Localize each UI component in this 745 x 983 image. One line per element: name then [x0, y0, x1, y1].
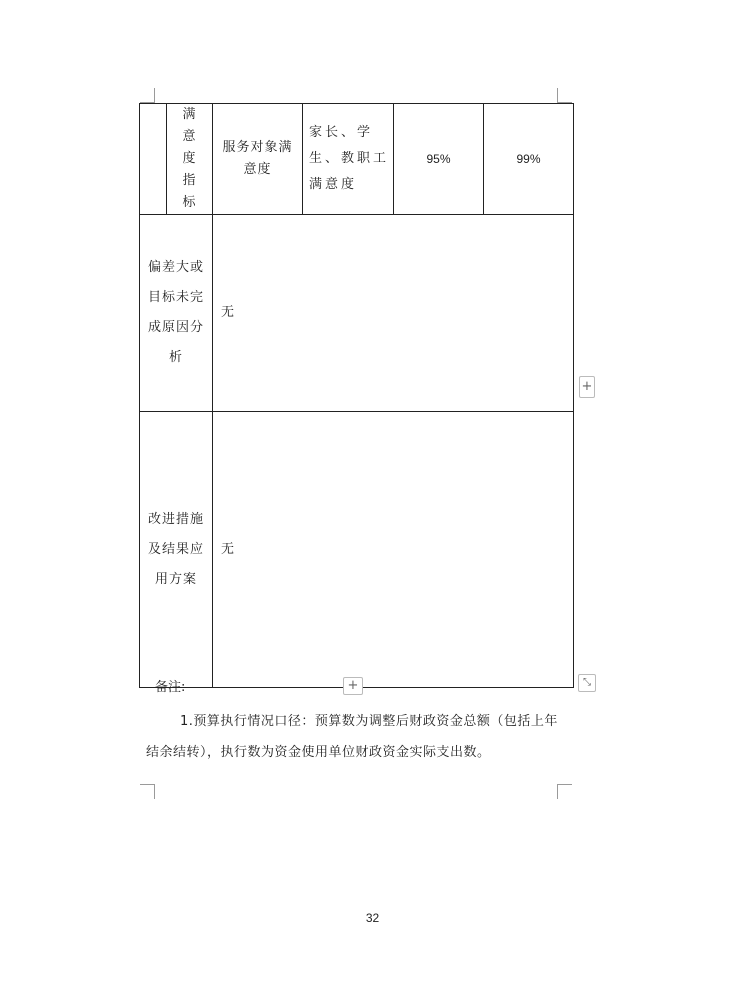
margin-corner-top-left	[140, 88, 155, 103]
deviation-label: 偏差大或目标未完成原因分析	[147, 260, 204, 365]
table-resize-handle[interactable]	[578, 674, 596, 692]
improvement-value-cell[interactable]	[213, 412, 574, 688]
plus-icon: +	[347, 678, 359, 693]
margin-corner-top-right	[557, 88, 572, 103]
category-cell[interactable]	[140, 104, 167, 215]
improvement-label-cell[interactable]	[140, 412, 213, 688]
table-row	[140, 215, 574, 412]
resize-icon: ⤡	[583, 677, 591, 688]
add-row-button[interactable]	[343, 677, 363, 695]
notes-item-1: 1.预算执行情况口径：预算数为调整后财政资金总额（包括上年结余结转），执行数为资金使用单位财政资金实际支出数。	[146, 714, 558, 760]
subcategory-text: 满意度指标	[182, 107, 197, 210]
page-number: 32	[365, 911, 380, 925]
subcategory-cell[interactable]	[167, 104, 213, 215]
actual-value: 99%	[516, 152, 541, 166]
deviation-value: 无	[221, 305, 236, 320]
margin-corner-bottom-left	[140, 784, 155, 799]
description-text: 家长、学生、教职工满意度	[309, 125, 390, 192]
add-column-button[interactable]	[579, 376, 595, 398]
evaluation-table	[139, 103, 574, 688]
deviation-value-cell[interactable]	[213, 215, 574, 412]
actual-cell[interactable]	[484, 104, 574, 215]
target-value: 95%	[426, 152, 451, 166]
indicator-text: 服务对象满意度	[222, 140, 293, 177]
deviation-label-cell[interactable]	[140, 215, 213, 412]
margin-corner-bottom-right	[557, 784, 572, 799]
table-row	[140, 104, 574, 215]
description-cell[interactable]	[303, 104, 394, 215]
notes-label: 备注:	[155, 680, 186, 695]
improvement-label: 改进措施及结果应用方案	[147, 511, 204, 587]
table-row	[140, 412, 574, 688]
plus-icon: +	[581, 379, 593, 394]
target-cell[interactable]	[394, 104, 484, 215]
indicator-cell[interactable]	[213, 104, 303, 215]
improvement-value: 无	[221, 541, 236, 557]
